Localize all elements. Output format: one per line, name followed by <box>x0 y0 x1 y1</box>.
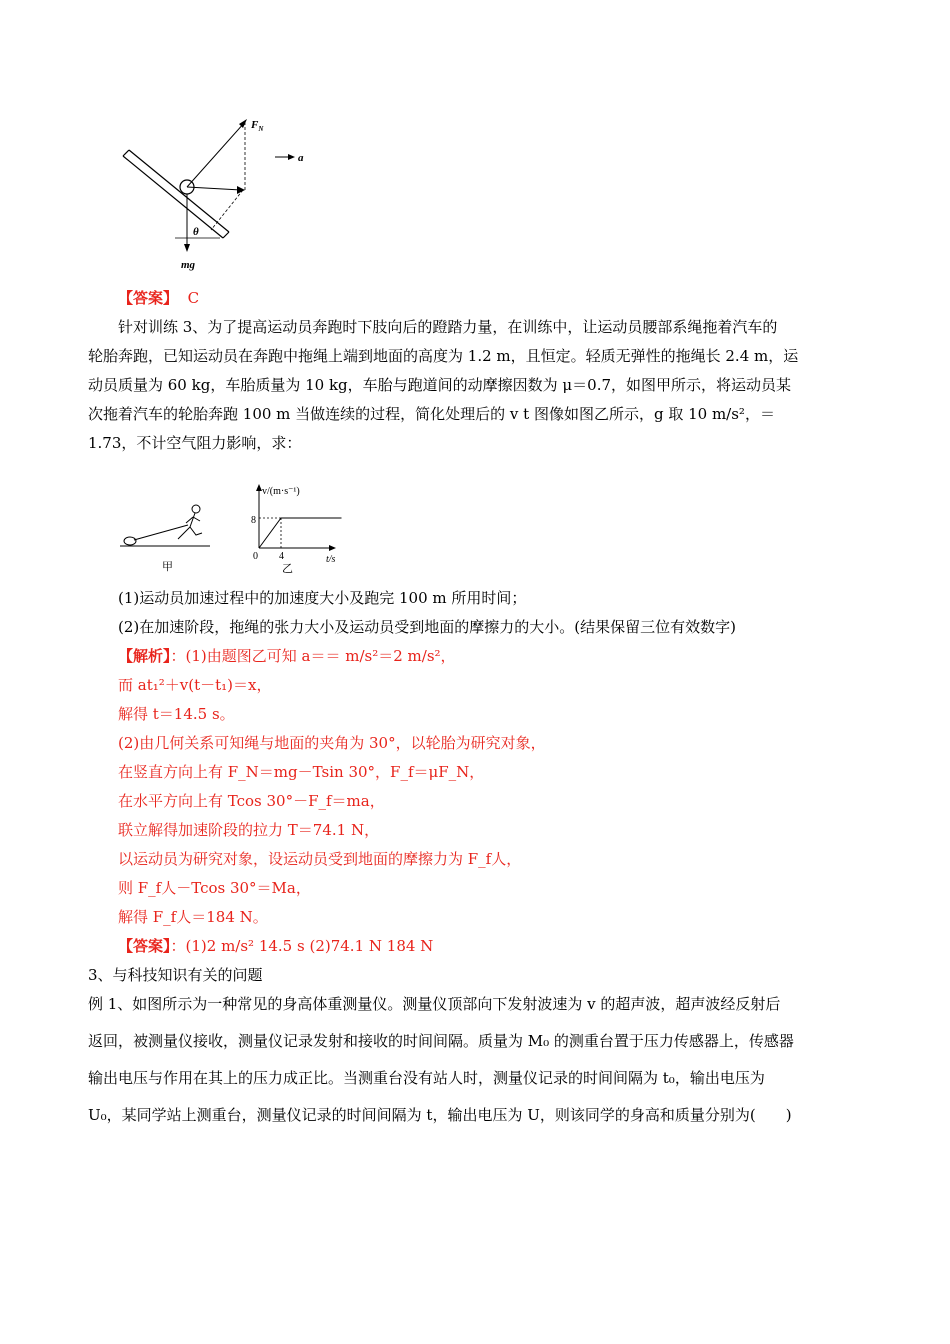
problem-line-4: 次拖着汽车的轮胎奔跑 100 m 当做连续的过程，简化处理后的 v t 图像如图乙所示，g 取 10 m/s²，＝ <box>88 405 775 423</box>
example-line-2: 返回，被测量仪接收，测量仪记录发射和接收的时间间隔。质量为 M₀ 的测重台置于压力传感器上，传感器 <box>88 1032 794 1050</box>
mg-label: mg <box>181 259 196 271</box>
theta-label: θ <box>193 226 199 238</box>
resultant-arrow <box>187 187 241 190</box>
solution-line-7: 联立解得加速阶段的拉力 T＝74.1 N， <box>118 821 380 839</box>
solution-line-8: 以运动员为研究对象，设运动员受到地面的摩擦力为 F_f人， <box>118 850 522 868</box>
force-diagram-figure <box>115 110 315 275</box>
problem-line-2: 轮胎奔跑，已知运动员在奔跑中拖绳上端到地面的高度为 1.2 m，且恒定。轻质无弹性的拖绳长 2.4 m，运 <box>88 347 799 365</box>
section-title: 3、与科技知识有关的问题 <box>88 966 263 984</box>
example-line-4: U₀，某同学站上测重台，测量仪记录的时间间隔为 t，输出电压为 U，则该同学的身高和质量分别为( ) <box>88 1106 792 1124</box>
problem-line-3: 动员质量为 60 kg，车胎质量为 10 kg，车胎与跑道间的动摩擦因数为 μ＝0.7，如图甲所示，将运动员某 <box>88 376 792 394</box>
velocity-line <box>259 518 342 548</box>
example-line-3: 输出电压与作用在其上的压力成正比。当测重台没有站人时，测量仪记录的时间间隔为 t₀，输出电压为 <box>88 1069 765 1087</box>
x-tick-label: 4 <box>279 551 284 562</box>
normal-force-arrow <box>187 122 245 187</box>
a-label: a <box>298 152 304 164</box>
solution-line-10: 解得 F_f人＝184 N。 <box>118 908 268 926</box>
caption-jia: 甲 <box>162 561 173 573</box>
answer-1: 【答案】 C <box>118 289 200 307</box>
example-line-1: 例 1、如图所示为一种常见的身高体重测量仪。测量仪顶部向下发射波速为 v 的超声波，超声波经反射后 <box>88 995 781 1013</box>
problem-line-1: 针对训练 3、为了提高运动员奔跑时下肢向后的蹬踏力量，在训练中，让运动员腰部系绳拖着汽车的 <box>118 318 778 336</box>
question-1: (1)运动员加速过程中的加速度大小及跑完 100 m 所用时间； <box>118 589 527 607</box>
question-2: (2)在加速阶段，拖绳的张力大小及运动员受到地面的摩擦力的大小。(结果保留三位有效数字) <box>118 618 736 636</box>
solution-line-1: 【解析】：(1)由题图乙可知 a＝＝ m/s²＝2 m/s²， <box>118 647 456 665</box>
runner-figure <box>118 495 218 575</box>
tire <box>124 537 136 545</box>
origin-label: 0 <box>253 551 258 562</box>
solution-line-4: (2)由几何关系可知绳与地面的夹角为 30°，以轮胎为研究对象， <box>118 734 546 752</box>
x-axis-label: t/s <box>326 554 336 565</box>
solution-line-3: 解得 t＝14.5 s。 <box>118 705 235 723</box>
solution-line-2: 而 at₁²＋v(t－t₁)＝x， <box>118 676 272 694</box>
runner-icon <box>178 505 202 539</box>
vt-graph <box>242 482 352 574</box>
y-tick-label: 8 <box>251 515 256 526</box>
solution-line-9: 则 F_f人－Tcos 30°＝Ma， <box>118 879 311 897</box>
caption-yi: 乙 <box>282 563 293 574</box>
inclined-rod <box>123 150 229 238</box>
solution-line-5: 在竖直方向上有 F_N＝mg－Tsin 30°，F_f＝μF_N， <box>118 763 485 781</box>
fn-label: $F_N$ <box>251 119 264 133</box>
y-axis-label: v/(m·s⁻¹) <box>262 486 300 497</box>
answer-2: 【答案】：(1)2 m/s² 14.5 s (2)74.1 N 184 N <box>118 937 434 955</box>
solution-line-6: 在水平方向上有 Tcos 30°－F_f＝ma， <box>118 792 385 810</box>
problem-line-5: 1.73，不计空气阻力影响，求： <box>88 434 302 452</box>
